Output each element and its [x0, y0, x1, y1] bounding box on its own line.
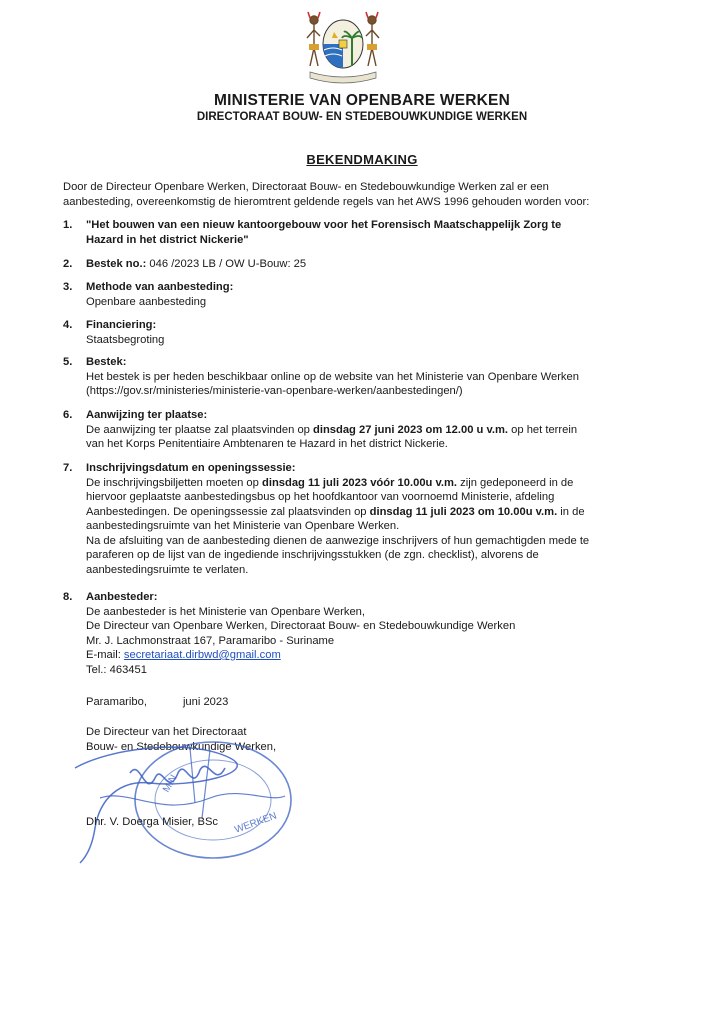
item-text: in de — [557, 505, 585, 518]
item-bestek — [63, 355, 683, 399]
item-number: 6. — [63, 409, 73, 421]
item-contracting-authority — [63, 590, 683, 677]
place: Paramaribo, — [86, 696, 147, 708]
intro-line: aanbesteding, overeenkomstig de hieromtrent geldende regels van het AWS 1996 gehouden worden voor: — [63, 195, 590, 208]
date: juni 2023 — [182, 696, 229, 708]
item-text: Het bestek is per heden beschikbaar online op de website van het Ministerie van Openbare Werken — [86, 370, 579, 383]
item-text: zijn gedeponeerd in de — [457, 476, 574, 489]
item-number: 7. — [63, 462, 73, 474]
site-visit-date: dinsdag 27 juni 2023 om 12.00 u v.m. — [313, 423, 509, 436]
item-text: paraferen op de lijst van de ingediende inschrijvingsstukken (de zgn. checklist), alvorens de — [86, 549, 539, 561]
announcement-heading: BEKENDMAKING — [306, 152, 418, 167]
project-title-line: "Het bouwen van een nieuw kantoorgebouw voor het Forensisch Maatschappelijk Zorg te — [86, 219, 562, 231]
item-label: Financiering: — [86, 319, 157, 331]
handwritten-signature — [70, 728, 310, 868]
item-text: aanbestedingsruimte te verlaten. — [86, 563, 249, 576]
email-link[interactable]: secretariaat.dirbwd@gmail.com — [123, 649, 281, 661]
bestek-url: (https://gov.sr/ministeries/ministerie-van-openbare-werken/aanbestedingen/) — [86, 385, 463, 397]
place-line — [86, 695, 228, 710]
item-text: Openbare aanbesteding — [86, 295, 207, 308]
item-text: Staatsbegroting — [86, 333, 165, 346]
item-text: Na de afsluiting van de aanbesteding dienen de aanwezige inschrijvers of hun gemachtigden mede te — [86, 534, 590, 547]
item-label: Inschrijvingsdatum en openingssessie: — [86, 462, 296, 474]
submission-deadline: dinsdag 11 juli 2023 vóór 10.00u v.m. — [262, 476, 458, 489]
item-text: op het terrein — [508, 423, 578, 436]
bestek-number: 046 /2023 LB / OW U-Bouw: 25 — [146, 258, 307, 270]
item-project — [63, 218, 683, 247]
item-text: De aanbesteder is het Ministerie van Openbare Werken, — [86, 605, 366, 618]
item-method — [63, 280, 683, 309]
item-label: Aanwijzing ter plaatse: — [86, 409, 208, 421]
svg-text:MIN: MIN — [161, 773, 180, 795]
item-text: aanbestedingsruimte van het Ministerie van Openbare Werken. — [86, 520, 400, 532]
item-label: Methode van aanbesteding: — [86, 281, 234, 293]
item-number: 2. — [63, 258, 73, 270]
directorate-subtitle: DIRECTORAAT BOUW- EN STEDEBOUWKUNDIGE WERKEN — [196, 111, 528, 123]
intro-paragraph — [63, 180, 663, 209]
item-label: Aanbesteder: — [86, 591, 158, 603]
intro-line: Door de Directeur Openbare Werken, Directoraat Bouw- en Stedebouwkundige Werken zal er een — [63, 181, 549, 193]
ministry-title: MINISTERIE VAN OPENBARE WERKEN — [214, 92, 510, 109]
signatory-title-line: Bouw- en Stedebouwkundige Werken, — [86, 741, 277, 753]
item-number: 8. — [63, 591, 73, 603]
item-text: hiervoor geplaatste aanbestedingsbus op het hoofdkantoor van voornoemd Ministerie, afdeling — [86, 491, 555, 503]
item-label: Bestek no.: — [86, 258, 147, 270]
item-bestek-no — [63, 257, 683, 272]
item-text: van het Korps Penitentiaire Ambtenaren te Hazard in het district Nickerie. — [86, 438, 448, 450]
item-financing — [63, 318, 683, 347]
project-title-line: Hazard in het district Nickerie" — [86, 233, 249, 246]
svg-text:WERKEN: WERKEN — [233, 810, 279, 836]
item-text: Aanbestedingen. De openingssessie zal plaatsvinden op — [86, 505, 370, 518]
coat-of-arms-icon — [298, 8, 388, 88]
item-site-visit — [63, 408, 683, 452]
item-number: 1. — [63, 219, 73, 231]
opening-session-date: dinsdag 11 juli 2023 om 10.00u v.m. — [369, 505, 558, 518]
item-text: De inschrijvingsbiljetten moeten op — [86, 476, 262, 489]
item-label: Bestek: — [86, 356, 127, 368]
signer-name: Dhr. V. Doerga Misier, BSc — [86, 816, 219, 828]
item-number: 5. — [63, 356, 73, 368]
signatory-title-line: De Directeur van het Directoraat — [86, 726, 247, 738]
item-submission — [63, 461, 683, 577]
item-text: De Directeur van Openbare Werken, Directoraat Bouw- en Stedebouwkundige Werken — [86, 620, 516, 632]
item-number: 3. — [63, 281, 73, 293]
item-number: 4. — [63, 319, 73, 331]
address: Mr. J. Lachmonstraat 167, Paramaribo - Suriname — [86, 634, 335, 647]
item-text: De aanwijzing ter plaatse zal plaatsvinden op — [86, 423, 313, 436]
email-label: E-mail: — [86, 649, 124, 661]
telephone: Tel.: 463451 — [86, 663, 147, 676]
